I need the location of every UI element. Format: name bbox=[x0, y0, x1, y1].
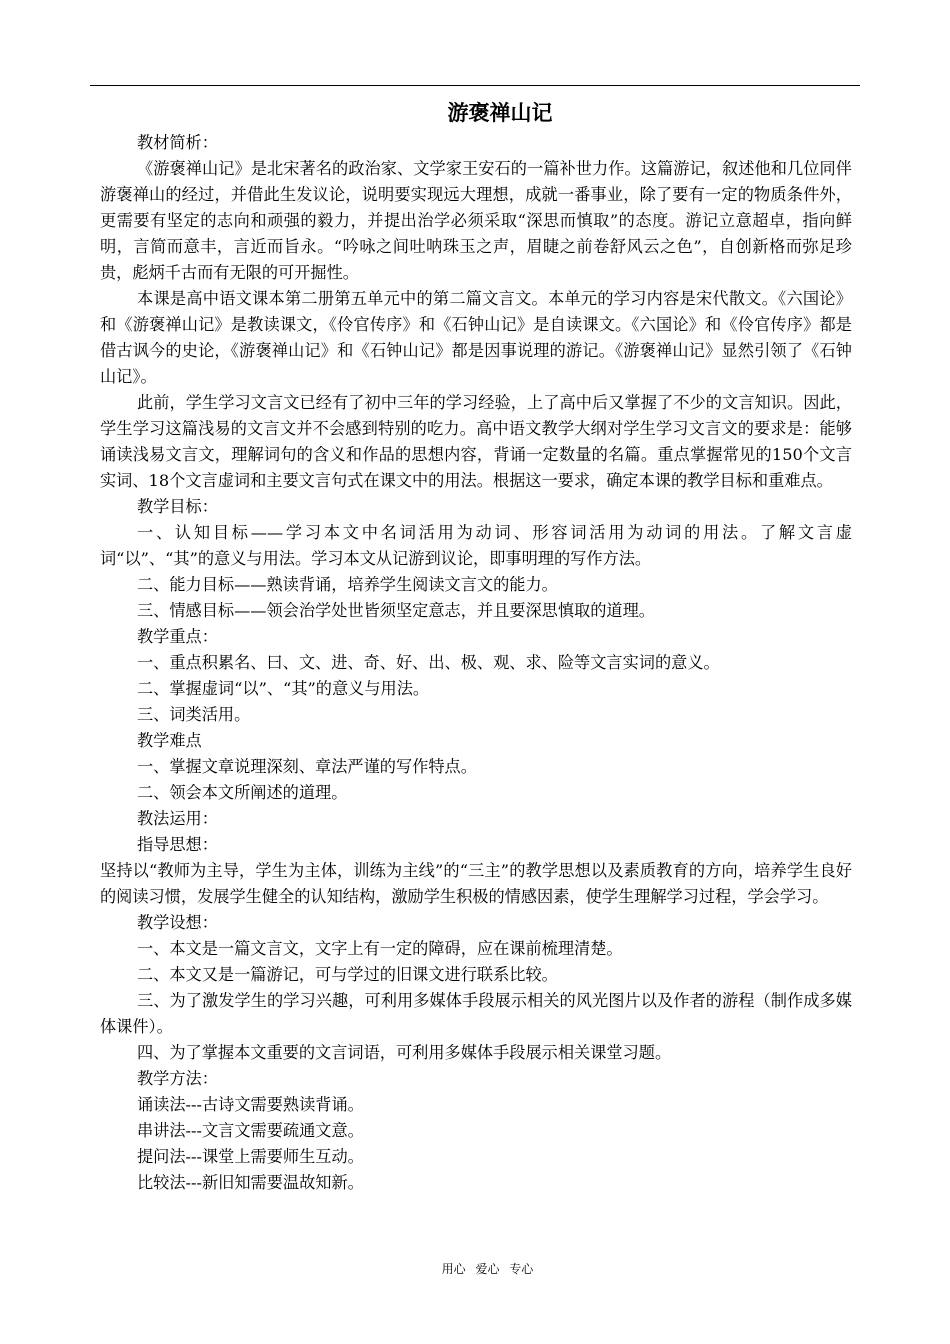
paragraph: 三、情感目标——领会治学处世皆须坚定意志，并且要深思慎取的道理。 bbox=[137, 601, 655, 620]
paragraph: 一、认知目标——学习本文中名词活用为动词、形容词活用为动词的用法。了解文言虚词“以”、“其”的意义与用法。学习本文从记游到议论，即事明理的写作方法。 bbox=[100, 523, 852, 568]
section-heading-guiding-idea: 指导思想： bbox=[137, 835, 218, 854]
list-item: 比较法---新旧知需要温故知新。 bbox=[137, 1173, 364, 1192]
section-heading-key-points: 教学重点： bbox=[137, 627, 218, 646]
paragraph: 二、能力目标——熟读背诵，培养学生阅读文言文的能力。 bbox=[137, 575, 558, 594]
paragraph: 二、领会本文所阐述的道理。 bbox=[137, 783, 348, 802]
list-item: 提问法---课堂上需要师生互动。 bbox=[137, 1147, 364, 1166]
paragraph: 二、掌握虚词“以”、“其”的意义与用法。 bbox=[137, 679, 430, 698]
paragraph: 三、词类活用。 bbox=[137, 705, 251, 724]
paragraph: 此前，学生学习文言文已经有了初中三年的学习经验，上了高中后又掌握了不少的文言知识。因此，学生学习这篇浅易的文言文并不会感到特别的吃力。高中语文教学大纲对学生学习文言文的要求是：能够诵读浅易文言文，理解词句的含义和作品的思想内容，背诵一定数量的名篇。重点掌握常见的150个文言实词、18个文言虚词和主要文言句式在课文中的用法。根据这一要求，确定本课的教学目标和重难点。 bbox=[100, 393, 852, 490]
section-heading-goals: 教学目标： bbox=[137, 497, 218, 516]
section-heading-design: 教学设想： bbox=[137, 913, 218, 932]
document-body bbox=[100, 96, 852, 1196]
paragraph: 一、重点积累名、曰、文、进、奇、好、出、极、观、求、险等文言实词的意义。 bbox=[137, 653, 720, 672]
paragraph: 三、为了激发学生的学习兴趣，可利用多媒体手段展示相关的风光图片以及作者的游程（制作成多媒体课件）。 bbox=[100, 991, 852, 1036]
document-title: 游褒禅山记 bbox=[447, 101, 553, 125]
page-footer: 用心 爱心 专心 bbox=[441, 1262, 534, 1276]
paragraph: 二、本文又是一篇游记，可与学过的旧课文进行联系比较。 bbox=[137, 965, 558, 984]
section-heading-teaching-methods: 教学方法： bbox=[137, 1069, 218, 1088]
section-heading-analysis: 教材简析： bbox=[137, 133, 218, 152]
list-item: 串讲法---文言文需要疏通文意。 bbox=[137, 1121, 364, 1140]
section-heading-difficulties: 教学难点 bbox=[137, 731, 202, 750]
paragraph: 一、本文是一篇文言文，文字上有一定的障碍，应在课前梳理清楚。 bbox=[137, 939, 623, 958]
list-item: 诵读法---古诗文需要熟读背诵。 bbox=[137, 1095, 364, 1114]
paragraph: 本课是高中语文课本第二册第五单元中的第二篇文言文。本单元的学习内容是宋代散文。《六国论》和《游褒禅山记》是教读课文，《伶官传序》和《石钟山记》是自读课文。《六国论》和《伶官传序》都是借古讽今的史论，《游褒禅山记》和《石钟山记》都是因事说理的游记。《游褒禅山记》显然引领了《石钟山记》。 bbox=[100, 289, 852, 386]
paragraph: 《游褒禅山记》是北宋著名的政治家、文学家王安石的一篇补世力作。这篇游记，叙述他和几位同伴游褒禅山的经过，并借此生发议论，说明要实现远大理想，成就一番事业，除了要有一定的物质条件外，更需要有坚定的志向和顽强的毅力，并提出治学必须采取“深思而慎取”的态度。游记立意超卓，指向鲜明，言简而意丰，言近而旨永。“吟咏之间吐呐珠玉之声，眉睫之前卷舒风云之色”，自创新格而弥足珍贵，彪炳千古而有无限的可开掘性。 bbox=[100, 159, 852, 282]
paragraph: 四、为了掌握本文重要的文言词语，可利用多媒体手段展示相关课堂习题。 bbox=[137, 1043, 672, 1062]
section-heading-methods-use: 教法运用： bbox=[137, 809, 218, 828]
paragraph: 一、掌握文章说理深刻、章法严谨的写作特点。 bbox=[137, 757, 477, 776]
paragraph: 坚持以“教师为主导，学生为主体，训练为主线”的“三主”的教学思想以及素质教育的方向，培养学生良好的阅读习惯，发展学生健全的认知结构，激励学生积极的情感因素，使学生理解学习过程，学会学习。 bbox=[100, 861, 852, 906]
header-rule bbox=[90, 85, 860, 86]
